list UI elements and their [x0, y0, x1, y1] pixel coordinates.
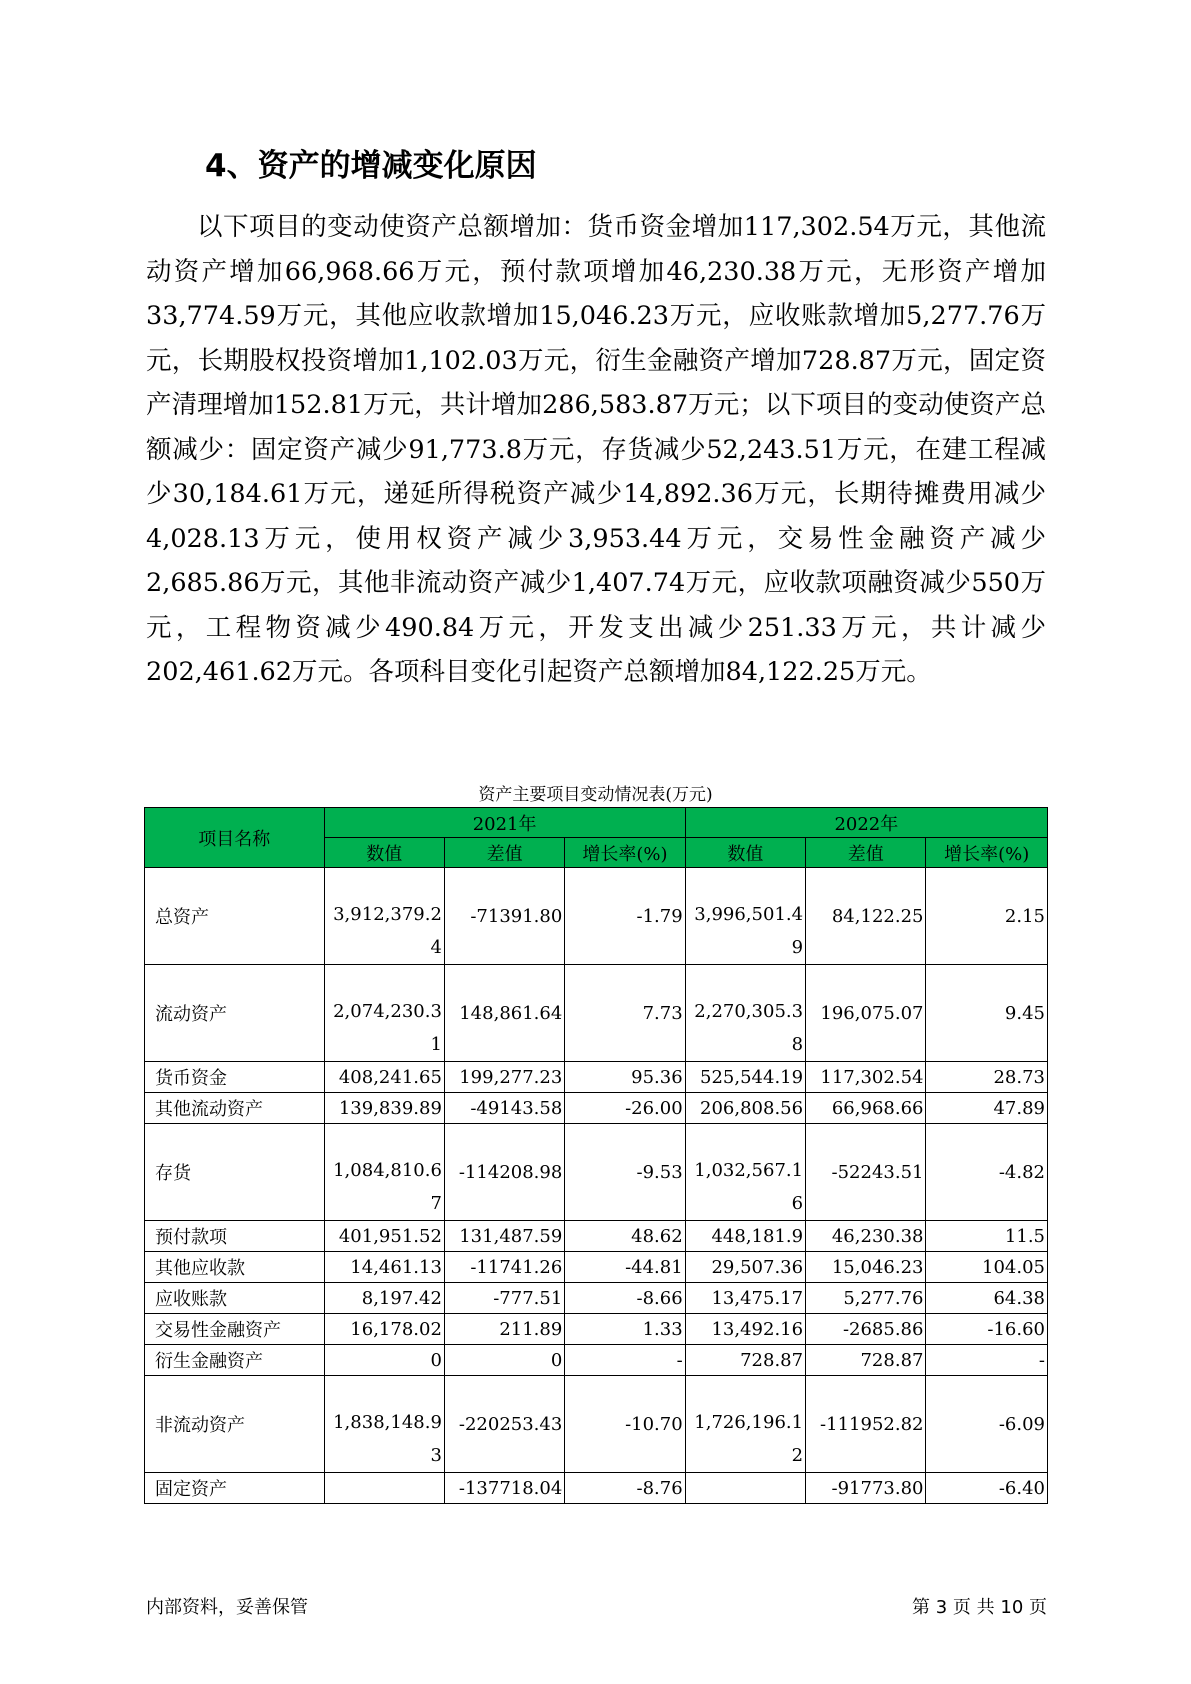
- rate-2021: -8.66: [565, 1283, 685, 1314]
- rate-2021: -8.76: [565, 1473, 685, 1504]
- table-row: [145, 1376, 1048, 1473]
- diff-2021: -137718.04: [444, 1473, 564, 1504]
- diff-2021: -777.51: [444, 1283, 564, 1314]
- table-row: [145, 1221, 1048, 1252]
- rate-2021: 1.33: [565, 1314, 685, 1345]
- rate-2022: -4.82: [926, 1124, 1048, 1221]
- row-name: 非流动资产: [145, 1376, 325, 1473]
- diff-2021: -220253.43: [444, 1376, 564, 1473]
- row-name: 预付款项: [145, 1221, 325, 1252]
- header-year-2022: 2022年: [685, 808, 1047, 838]
- header-rate-2022: 增长率(%): [926, 838, 1048, 868]
- header-rate-2021: 增长率(%): [565, 838, 685, 868]
- header-item-name: 项目名称: [145, 808, 325, 868]
- table-row: [145, 1314, 1048, 1345]
- rate-2021: 95.36: [565, 1062, 685, 1093]
- rate-2022: -: [926, 1345, 1048, 1376]
- rate-2021: 48.62: [565, 1221, 685, 1252]
- table-row: [145, 1345, 1048, 1376]
- header-value-2022: 数值: [685, 838, 805, 868]
- row-name: 存货: [145, 1124, 325, 1221]
- footer-confidential-note: 内部资料，妥善保管: [146, 1597, 308, 1618]
- row-name: 固定资产: [145, 1473, 325, 1504]
- value-2022: 206,808.56: [685, 1093, 805, 1124]
- diff-2022: 196,075.07: [806, 965, 926, 1062]
- diff-2021: 148,861.64: [444, 965, 564, 1062]
- diff-2022: 5,277.76: [806, 1283, 926, 1314]
- rate-2022: 104.05: [926, 1252, 1048, 1283]
- rate-2022: 2.15: [926, 868, 1048, 965]
- row-name: 交易性金融资产: [145, 1314, 325, 1345]
- diff-2022: 84,122.25: [806, 868, 926, 965]
- value-2022: 1,726,196.12: [685, 1376, 805, 1473]
- diff-2022: 15,046.23: [806, 1252, 926, 1283]
- table-caption: 资产主要项目变动情况表(万元): [478, 785, 713, 805]
- value-2022: 13,492.16: [685, 1314, 805, 1345]
- diff-2021: 131,487.59: [444, 1221, 564, 1252]
- diff-2022: -2685.86: [806, 1314, 926, 1345]
- value-2022: 1,032,567.16: [685, 1124, 805, 1221]
- row-name: 货币资金: [145, 1062, 325, 1093]
- diff-2022: 46,230.38: [806, 1221, 926, 1252]
- rate-2021: -44.81: [565, 1252, 685, 1283]
- diff-2021: -71391.80: [444, 868, 564, 965]
- rate-2021: 7.73: [565, 965, 685, 1062]
- header-diff-2021: 差值: [444, 838, 564, 868]
- table-row: [145, 868, 1048, 965]
- row-name: 衍生金融资产: [145, 1345, 325, 1376]
- diff-2022: 728.87: [806, 1345, 926, 1376]
- rate-2021: -10.70: [565, 1376, 685, 1473]
- table-row: [145, 1252, 1048, 1283]
- diff-2022: 117,302.54: [806, 1062, 926, 1093]
- value-2021: 408,241.65: [324, 1062, 444, 1093]
- value-2021: 8,197.42: [324, 1283, 444, 1314]
- header-value-2021: 数值: [324, 838, 444, 868]
- table-row: [145, 1093, 1048, 1124]
- section-heading: 4、资产的增减变化原因: [205, 148, 537, 184]
- value-2022: 728.87: [685, 1345, 805, 1376]
- rate-2022: 11.5: [926, 1221, 1048, 1252]
- table-row: [145, 1124, 1048, 1221]
- table-row: [145, 1283, 1048, 1314]
- rate-2022: -6.09: [926, 1376, 1048, 1473]
- row-name: 应收账款: [145, 1283, 325, 1314]
- value-2021: 1,838,148.93: [324, 1376, 444, 1473]
- asset-change-table: [144, 807, 1048, 1504]
- row-name: 其他应收款: [145, 1252, 325, 1283]
- rate-2021: -9.53: [565, 1124, 685, 1221]
- diff-2022: -91773.80: [806, 1473, 926, 1504]
- table-row: [145, 1062, 1048, 1093]
- body-paragraph: 以下项目的变动使资产总额增加：货币资金增加117,302.54万元，其他流动资产增加66,968.66万元，预付款项增加46,230.38万元，无形资产增加33,774.59万元，其他应收款增加15,046.23万元，应收账款增加5,277.76万元，长期股权投资增加1,102.03万元，衍生金融资产增加728.87万元，固定资产清理增加152.81万元，共计增加286,583.87万元；以下项目的变动使资产总额减少：固定资产减少91,773.8万元，存货减少52,243.51万元，在建工程减少30,184.61万元，递延所得税资产减少14,892.36万元，长期待摊费用减少4,028.13万元，使用权资产减少3,953.44万元，交易性金融资产减少2,685.86万元，其他非流动资产减少1,407.74万元，应收款项融资减少550万元，工程物资减少490.84万元，开发支出减少251.33万元，共计减少202,461.62万元。各项科目变化引起资产总额增加84,122.25万元。: [146, 212, 1046, 687]
- value-2022: 29,507.36: [685, 1252, 805, 1283]
- value-2021: 139,839.89: [324, 1093, 444, 1124]
- rate-2021: -1.79: [565, 868, 685, 965]
- header-year-2021: 2021年: [324, 808, 685, 838]
- diff-2021: 199,277.23: [444, 1062, 564, 1093]
- value-2021: 16,178.02: [324, 1314, 444, 1345]
- value-2021: 2,074,230.31: [324, 965, 444, 1062]
- rate-2021: -26.00: [565, 1093, 685, 1124]
- diff-2021: -11741.26: [444, 1252, 564, 1283]
- diff-2022: 66,968.66: [806, 1093, 926, 1124]
- diff-2021: -49143.58: [444, 1093, 564, 1124]
- row-name: 其他流动资产: [145, 1093, 325, 1124]
- value-2022: 13,475.17: [685, 1283, 805, 1314]
- diff-2021: 0: [444, 1345, 564, 1376]
- value-2022: 525,544.19: [685, 1062, 805, 1093]
- value-2021: [324, 1473, 444, 1504]
- value-2022: 3,996,501.49: [685, 868, 805, 965]
- rate-2022: 9.45: [926, 965, 1048, 1062]
- row-name: 总资产: [145, 868, 325, 965]
- rate-2022: 28.73: [926, 1062, 1048, 1093]
- rate-2022: -16.60: [926, 1314, 1048, 1345]
- footer-page-number: 第 3 页 共 10 页: [912, 1597, 1047, 1618]
- rate-2021: -: [565, 1345, 685, 1376]
- row-name: 流动资产: [145, 965, 325, 1062]
- value-2021: 401,951.52: [324, 1221, 444, 1252]
- diff-2022: -52243.51: [806, 1124, 926, 1221]
- value-2021: 3,912,379.24: [324, 868, 444, 965]
- value-2022: 448,181.9: [685, 1221, 805, 1252]
- rate-2022: -6.40: [926, 1473, 1048, 1504]
- value-2021: 14,461.13: [324, 1252, 444, 1283]
- diff-2021: -114208.98: [444, 1124, 564, 1221]
- value-2022: 2,270,305.38: [685, 965, 805, 1062]
- table-row: [145, 1473, 1048, 1504]
- table-row: [145, 965, 1048, 1062]
- rate-2022: 64.38: [926, 1283, 1048, 1314]
- value-2021: 1,084,810.67: [324, 1124, 444, 1221]
- value-2022: [685, 1473, 805, 1504]
- diff-2021: 211.89: [444, 1314, 564, 1345]
- value-2021: 0: [324, 1345, 444, 1376]
- header-diff-2022: 差值: [806, 838, 926, 868]
- diff-2022: -111952.82: [806, 1376, 926, 1473]
- rate-2022: 47.89: [926, 1093, 1048, 1124]
